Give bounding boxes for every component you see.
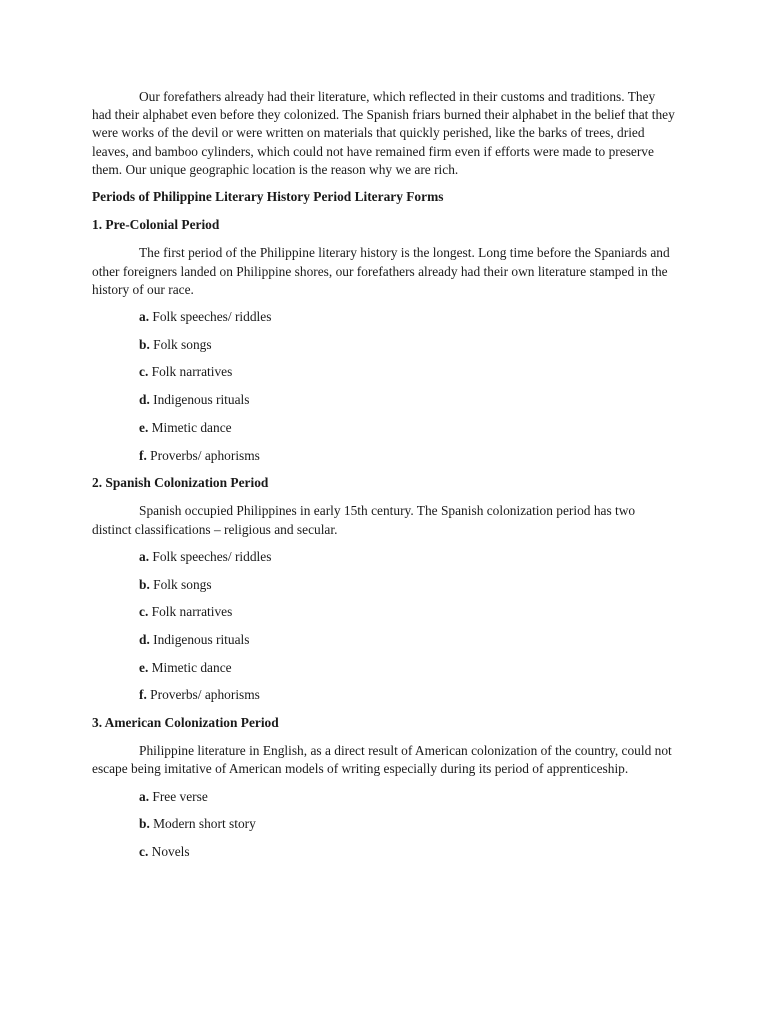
list-item-text: Mimetic dance bbox=[148, 659, 232, 675]
list-item-label: e. bbox=[139, 659, 149, 675]
section-american-colonization bbox=[92, 714, 676, 861]
list-item bbox=[139, 686, 676, 704]
list-item-text: Proverbs/ aphorisms bbox=[146, 447, 260, 463]
list-item-text: Free verse bbox=[149, 788, 208, 804]
list-item-label: f. bbox=[139, 687, 147, 703]
list-item-label: b. bbox=[139, 576, 150, 592]
list-item-label: c. bbox=[139, 844, 149, 860]
list-item-label: c. bbox=[139, 364, 149, 380]
list-item bbox=[139, 308, 676, 326]
list-item-text: Folk speeches/ riddles bbox=[149, 548, 272, 564]
list-item bbox=[139, 336, 676, 354]
list-item-text: Novels bbox=[148, 844, 190, 860]
list-item bbox=[139, 788, 676, 806]
list-item-text: Proverbs/ aphorisms bbox=[146, 687, 260, 703]
section-heading: 1. Pre-Colonial Period bbox=[92, 217, 220, 233]
list-item-label: d. bbox=[139, 631, 150, 647]
section-spanish-colonization bbox=[92, 474, 676, 704]
list-item-text: Folk songs bbox=[149, 336, 212, 352]
list-item-text: Folk narratives bbox=[148, 604, 233, 620]
list-item-text: Indigenous rituals bbox=[149, 631, 250, 647]
main-heading: Periods of Philippine Literary History Period Literary Forms bbox=[92, 189, 444, 205]
list-item-label: a. bbox=[139, 548, 150, 564]
list-item bbox=[139, 363, 676, 381]
list-item-label: f. bbox=[139, 447, 147, 463]
literary-forms-list bbox=[92, 548, 676, 705]
list-item-text: Folk narratives bbox=[148, 364, 233, 380]
list-item bbox=[139, 419, 676, 437]
list-item-label: e. bbox=[139, 419, 149, 435]
list-item-label: c. bbox=[139, 604, 149, 620]
section-paragraph: Philippine literature in English, as a direct result of American colonization of the country, could not escape being imitative of American models of writing especially during its period of apprenticeship. bbox=[92, 743, 672, 777]
list-item-label: a. bbox=[139, 309, 150, 325]
literary-forms-list bbox=[92, 788, 676, 862]
list-item-label: b. bbox=[139, 336, 150, 352]
list-item-label: d. bbox=[139, 392, 150, 408]
list-item-label: b. bbox=[139, 816, 150, 832]
literary-forms-list bbox=[92, 308, 676, 465]
list-item bbox=[139, 815, 676, 833]
list-item-text: Indigenous rituals bbox=[149, 392, 250, 408]
section-heading: 2. Spanish Colonization Period bbox=[92, 475, 269, 491]
list-item bbox=[139, 603, 676, 621]
list-item bbox=[139, 391, 676, 409]
section-paragraph: The first period of the Philippine literary history is the longest. Long time before the Spaniards and other foreigners landed on Philippine shores, our forefathers already had their own literature stamped in the history of our race. bbox=[92, 245, 670, 297]
section-heading: 3. American Colonization Period bbox=[92, 715, 279, 731]
list-item-text: Folk songs bbox=[149, 576, 212, 592]
list-item-text: Mimetic dance bbox=[148, 419, 232, 435]
list-item bbox=[139, 447, 676, 465]
list-item bbox=[139, 548, 676, 566]
list-item bbox=[139, 843, 676, 861]
section-pre-colonial bbox=[92, 216, 676, 465]
list-item bbox=[139, 631, 676, 649]
section-paragraph: Spanish occupied Philippines in early 15th century. The Spanish colonization period has two distinct classifications – religious and secular. bbox=[92, 503, 636, 537]
list-item bbox=[139, 659, 676, 677]
list-item bbox=[139, 576, 676, 594]
intro-paragraph: Our forefathers already had their literature, which reflected in their customs and traditions. They had their alphabet even before they colonized. The Spanish friars burned their alphabet in the belief that they were works of the devil or were written on materials that quickly perished, like the barks of trees, dried leaves, and bamboo cylinders, which could not have remained firm even if efforts were made to preserve them. Our unique geographic location is the reason why we are rich. bbox=[92, 89, 675, 177]
list-item-text: Modern short story bbox=[149, 816, 256, 832]
list-item-label: a. bbox=[139, 788, 150, 804]
list-item-text: Folk speeches/ riddles bbox=[149, 309, 272, 325]
